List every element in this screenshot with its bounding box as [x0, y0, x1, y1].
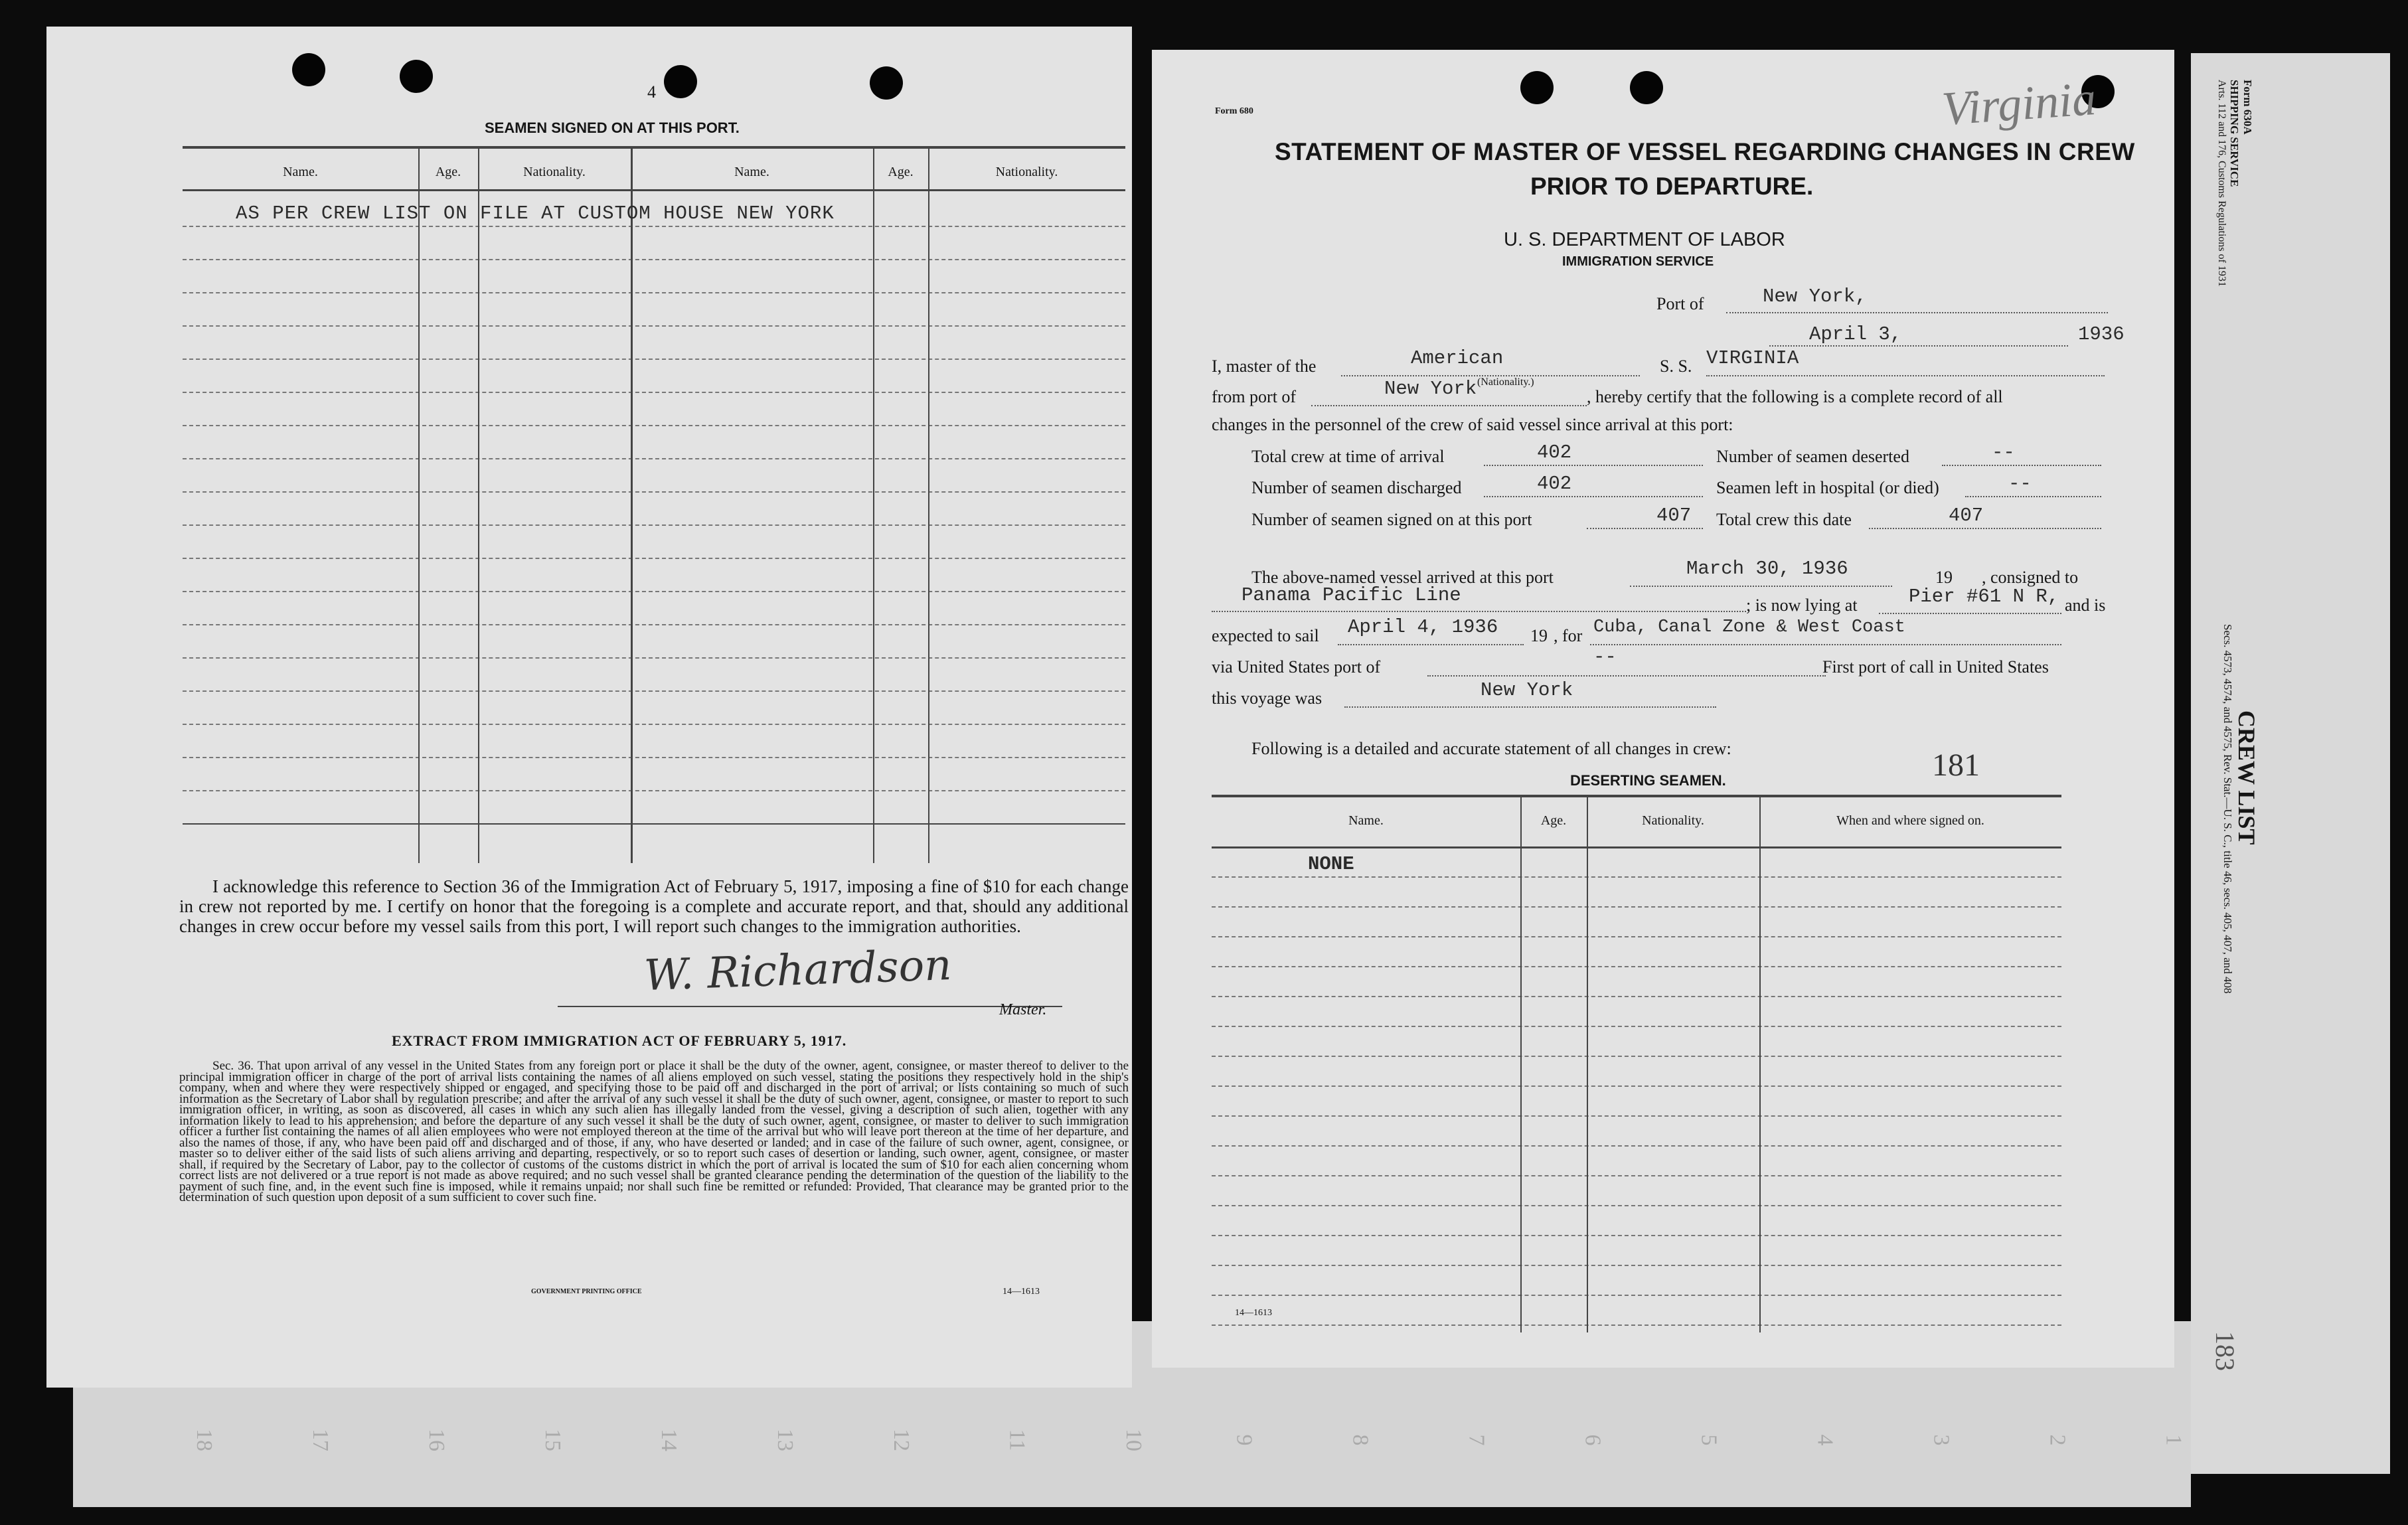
total-crew-date-value: 407: [1949, 505, 1984, 526]
table-row: [183, 591, 1125, 592]
deserting-table-header: [1212, 846, 2061, 848]
consignee-value: Panama Pacific Line: [1242, 584, 1461, 606]
deserted-value: --: [1992, 441, 2015, 463]
lying-blank: [1879, 613, 2061, 614]
arrived-blank: [1630, 586, 1892, 587]
arrived-value: March 30, 1936: [1686, 558, 1848, 580]
header-name: Name.: [283, 165, 318, 179]
table-row: [1212, 1145, 2061, 1147]
total-crew-date-blank: [1869, 528, 2101, 529]
table-row: [183, 524, 1125, 526]
table-row: [1212, 936, 2061, 937]
for-value: Cuba, Canal Zone & West Coast: [1593, 617, 1905, 637]
typed-crew-entry: AS PER CREW LIST ON FILE AT CUSTOM HOUSE NEW YORK: [236, 202, 835, 224]
sail-year-prefix: 19: [1530, 626, 1548, 645]
arrived-year-prefix: 19: [1935, 568, 1953, 587]
and-is-text: and is: [2065, 596, 2106, 615]
table-row: [1212, 996, 2061, 997]
extract-text: Sec. 36. That upon arrival of any vessel in the United States from any foreign port or place it shall be the duty of the owner, agent, consignee, or master thereof to deliver to the principal immigration officer in charge of the port of arrival lists containing the names of all aliens employed on such vessel, stating the positions they respectively hold in the ship's company, when and where they were respectively shipped or engaged, and specifying those to be paid off and discharged in the port of arrival; or lists containing so much of such information as the Secretary of Labor shall by regulation prescribe; and after the arrival of any such vessel it shall be the duty of such owner, agent, consignee, or master to report to such immigration officer, in writing, as soon as discovered, all cases in which any such alien has illegally landed from the vessel, giving a description of such alien, together with any information likely to lead to his apprehension; and before the departure of any such vessel it shall be the duty of such owner, agent, consignee, or master to deliver to such immigration officer a further list containing the names of all alien employees who were not employed thereon at the time of the arrival but who will leave port thereon at the time of her departure, and also the names of those, if any, who have been paid off and discharged and of those, if any, who have deserted or landed; and in case of the failure of such owner, agent, consignee, or master so to deliver either of the said lists of such aliens arriving and departing, respectively, or so to report such cases of desertion or landing, such owner, agent, consignee, or master shall, if required by the Secretary of Labor, pay to the collector of customs of the customs district in which the port of arrival is located the sum of $10 for each alien concerning whom correct lists are not delivered or a true report is not made as above required; and no such vessel shall be granted clearance pending the determination of the question of the liability to the payment of such fine, and, in the event such fine is imposed, while it remains unpaid; nor shall such fine be remitted or refunded: Provided, That clearance may be granted prior to the determination of such question upon deposit of a sum sufficient to cover such fine.: [179, 1059, 1129, 1204]
acknowledgment-text: I acknowledge this reference to Section 36 of the Immigration Act of February 5, 1917, imposing a fine of $10 for each change in crew not reported by me. I certify on honor that the foregoing is a complete and accurate report, and that, should any additional changes in crew occur before my vessel sails from this port, I will report such changes to the immigration authorities.: [179, 876, 1129, 936]
table-row: [1212, 1295, 2061, 1296]
table-row: [183, 491, 1125, 493]
port-value: New York,: [1763, 285, 1867, 307]
date-value: April 3,: [1809, 323, 1902, 345]
signed-on-label: Number of seamen signed on at this port: [1251, 510, 1532, 529]
arrived-label: The above-named vessel arrived at this port: [1251, 568, 1554, 587]
header-name: Name.: [1348, 813, 1384, 828]
form-title: STATEMENT OF MASTER OF VESSEL REGARDING CHANGES IN CREW: [1275, 138, 2135, 165]
header-nationality: Nationality.: [523, 165, 586, 179]
signed-on-blank: [1587, 528, 1703, 529]
header-age: Age.: [1540, 813, 1567, 828]
voyage-label: this voyage was: [1212, 688, 1323, 708]
left-page: [46, 27, 1132, 1388]
discharged-value: 402: [1537, 473, 1572, 495]
margin-service: SHIPPING SERVICE: [2228, 80, 2241, 187]
table-row: [1212, 1205, 2061, 1206]
punch-hole: [1630, 71, 1663, 104]
via-label: via United States port of: [1212, 657, 1381, 677]
underlying-column-number: 18: [192, 1429, 216, 1451]
port-label: Port of: [1656, 294, 1704, 313]
table-row: [183, 823, 1125, 825]
table-row: [183, 690, 1125, 692]
sail-value: April 4, 1936: [1348, 616, 1498, 638]
form-number: Form 680: [1215, 106, 1253, 116]
table-row: [183, 724, 1125, 725]
punch-hole: [870, 66, 903, 100]
deserted-blank: [1942, 465, 2101, 466]
via-value: --: [1593, 646, 1617, 668]
voyage-blank: [1344, 706, 1716, 708]
changes-text: changes in the personnel of the crew of said vessel since arrival at this port:: [1212, 415, 1733, 434]
right-page: [1152, 50, 2174, 1368]
deserted-label: Number of seamen deserted: [1716, 447, 1909, 466]
punch-hole: [1520, 71, 1554, 104]
table-row: [183, 657, 1125, 659]
nationality-note: (Nationality.): [1477, 376, 1534, 388]
signature-line: [558, 1006, 1062, 1007]
date-blank: [1769, 345, 2068, 347]
col-divider: [873, 146, 874, 863]
hospital-blank: [1965, 496, 2101, 497]
col-divider: [478, 146, 479, 863]
table-row: [183, 425, 1125, 426]
signed-on-title: SEAMEN SIGNED ON AT THIS PORT.: [485, 120, 740, 136]
table-row: [183, 226, 1125, 227]
col-divider: [418, 146, 420, 863]
first-port-label: First port of call in United States: [1822, 657, 2049, 677]
margin-sections: Secs. 4573, 4574, and 4575, Rev. Stat.—U. S. C., title 46, secs. 405, 407, and 408: [2221, 624, 2234, 994]
vessel-blank: [1706, 375, 2105, 376]
header-signed-on: When and where signed on.: [1836, 813, 1984, 828]
table-row: [183, 458, 1125, 459]
form-title-line2: PRIOR TO DEPARTURE.: [1530, 173, 1814, 200]
underlying-column-number: 6: [1580, 1434, 1605, 1446]
page-number: 4: [647, 82, 656, 102]
nationality-value: American: [1411, 347, 1504, 369]
table-row: [1212, 906, 2061, 908]
master-label: I, master of the: [1212, 357, 1317, 376]
lying-value: Pier #61 N R,: [1909, 586, 2059, 607]
from-port-value: New York: [1384, 378, 1477, 400]
table-row: [1212, 1115, 2061, 1117]
underlying-column-number: 11: [1004, 1429, 1030, 1451]
col-divider: [1587, 795, 1588, 1332]
table-row: [1212, 876, 2061, 878]
table-row: [183, 392, 1125, 393]
table-row: [1212, 966, 2061, 967]
punch-hole: [400, 60, 433, 93]
printing-office: GOVERNMENT PRINTING OFFICE: [531, 1288, 642, 1295]
underlying-column-number: 4: [1812, 1434, 1838, 1446]
signature-title: Master.: [999, 1001, 1047, 1018]
table-header-rule: [183, 189, 1125, 191]
punch-hole: [292, 53, 325, 86]
right-form-code: 14—1613: [1235, 1308, 1272, 1318]
master-signature: W. Richardson: [643, 940, 953, 1001]
total-crew-date-label: Total crew this date: [1716, 510, 1852, 529]
table-row: [183, 325, 1125, 327]
discharged-blank: [1484, 496, 1703, 497]
certify-text: , hereby certify that the following is a complete record of all: [1587, 387, 2003, 406]
from-port-blank: [1311, 405, 1587, 406]
department-name: U. S. DEPARTMENT OF LABOR: [1504, 229, 1785, 250]
table-row: [183, 558, 1125, 559]
table-row: [183, 757, 1125, 758]
header-name: Name.: [734, 165, 769, 179]
col-divider: [928, 146, 929, 863]
service-name: IMMIGRATION SERVICE: [1562, 254, 1714, 269]
table-row: [183, 790, 1125, 791]
table-row: [183, 359, 1125, 360]
margin-articles: Arts. 112 and 176, Customs Regulations of 1931: [2216, 80, 2227, 287]
col-divider: [1520, 795, 1522, 1332]
col-divider: [631, 146, 633, 863]
consignee-blank: [1212, 611, 1746, 612]
table-row: [1212, 1056, 2061, 1057]
underlying-column-number: 16: [424, 1429, 449, 1451]
table-row: [183, 292, 1125, 293]
port-blank: [1726, 312, 2108, 313]
for-label: , for: [1554, 626, 1583, 645]
ss-label: S. S.: [1660, 357, 1692, 376]
deserting-entry: NONE: [1308, 853, 1354, 875]
sail-label: expected to sail: [1212, 626, 1319, 645]
col-divider: [1759, 795, 1761, 1332]
underlying-column-number: 12: [889, 1429, 914, 1451]
header-nationality: Nationality.: [1642, 813, 1704, 828]
underlying-column-number: 9: [1232, 1434, 1257, 1446]
from-port-label: from port of: [1212, 387, 1297, 406]
table-row: [1212, 1026, 2061, 1027]
handwritten-vessel-name: Virginia: [1940, 72, 2098, 135]
total-crew-arrival-blank: [1484, 465, 1703, 466]
underlying-column-number: 5: [1696, 1434, 1722, 1446]
underlying-column-number: 8: [1348, 1434, 1373, 1446]
table-row: [1212, 1235, 2061, 1236]
total-crew-arrival-value: 402: [1537, 441, 1572, 463]
consigned-label: , consigned to: [1982, 568, 2079, 587]
underlying-column-number: 13: [773, 1429, 797, 1451]
table-row: [183, 259, 1125, 260]
header-age: Age.: [435, 165, 461, 179]
table-row: [1212, 1085, 2061, 1087]
table-row: [1212, 1324, 2061, 1326]
underlying-column-number: 7: [1464, 1434, 1489, 1446]
hospital-value: --: [2008, 473, 2032, 495]
year-value: 1936: [2078, 323, 2125, 345]
underlying-column-number: 15: [540, 1429, 565, 1451]
form-code: 14—1613: [1003, 1287, 1040, 1297]
discharged-label: Number of seamen discharged: [1251, 478, 1462, 497]
hospital-label: Seamen left in hospital (or died): [1716, 478, 1939, 497]
for-blank: [1590, 644, 2061, 645]
lying-label: ; is now lying at: [1746, 596, 1858, 615]
following-text: Following is a detailed and accurate statement of all changes in crew:: [1251, 739, 1731, 758]
handwritten-number: 181: [1932, 748, 1980, 783]
vessel-value: VIRGINIA: [1706, 347, 1799, 369]
header-age: Age.: [888, 165, 914, 179]
sail-blank: [1338, 644, 1524, 645]
deserting-title: DESERTING SEAMEN.: [1570, 772, 1726, 789]
punch-hole: [664, 65, 697, 98]
margin-page-mark: 183: [2210, 1331, 2240, 1371]
deserting-table-top: [1212, 795, 2061, 797]
table-top-rule: [183, 146, 1125, 149]
margin-form-ref: Form 630A: [2241, 80, 2254, 135]
underlying-column-number: 17: [308, 1429, 333, 1451]
table-row: [183, 624, 1125, 625]
underlying-column-number: 10: [1121, 1429, 1146, 1451]
header-nationality: Nationality.: [995, 165, 1058, 179]
underlying-column-number: 2: [2045, 1434, 2070, 1446]
voyage-value: New York: [1481, 679, 1573, 701]
table-row: [1212, 1175, 2061, 1176]
total-crew-arrival-label: Total crew at time of arrival: [1251, 447, 1445, 466]
signed-on-value: 407: [1656, 505, 1692, 526]
underlying-column-number: 1: [2161, 1434, 2186, 1446]
underlying-column-number: 3: [1929, 1434, 1954, 1446]
margin-crew-list: CREW LIST: [2233, 710, 2260, 845]
extract-title: EXTRACT FROM IMMIGRATION ACT OF FEBRUARY 5, 1917.: [392, 1032, 847, 1049]
underlying-column-number: 14: [657, 1429, 681, 1451]
via-blank: [1427, 675, 1826, 677]
table-row: [1212, 1265, 2061, 1266]
